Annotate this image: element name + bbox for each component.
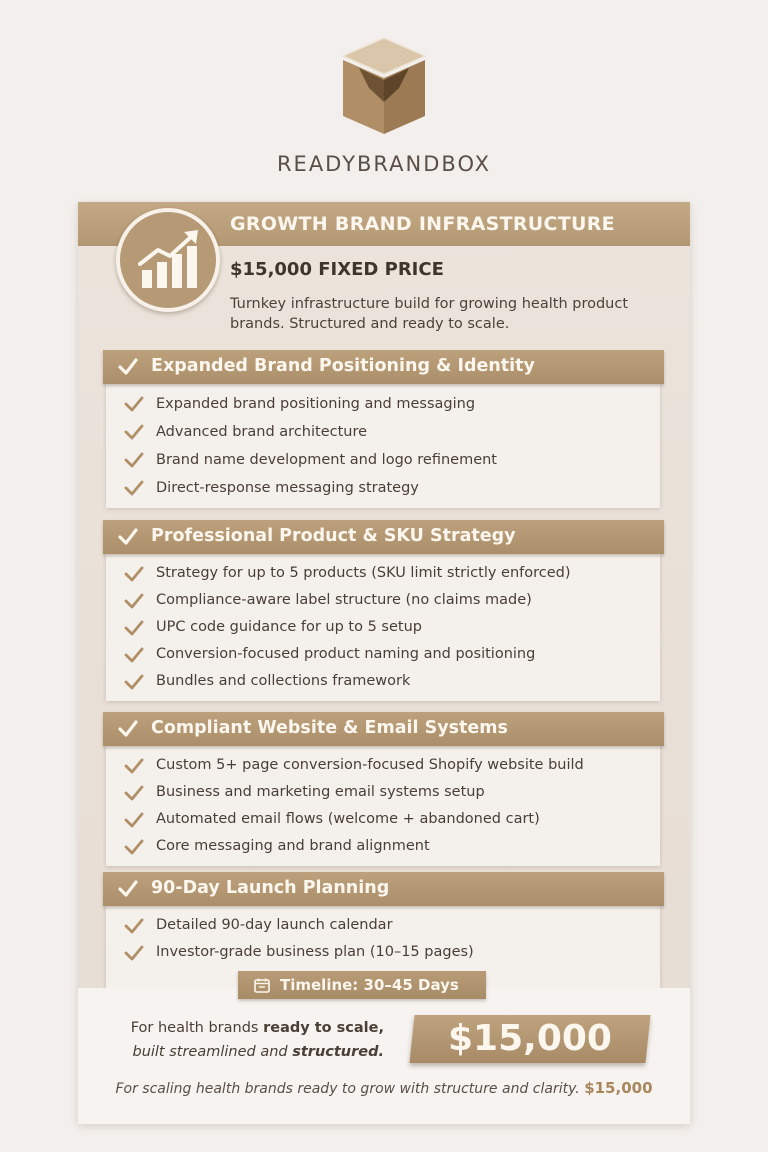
check-icon (124, 565, 144, 583)
section-title: Compliant Website & Email Systems (151, 718, 508, 738)
list-item (106, 806, 660, 833)
list-item-label: Brand name development and logo refinement (156, 452, 497, 468)
list-item (106, 390, 660, 418)
check-icon (124, 423, 144, 441)
growth-chart-icon (120, 212, 216, 308)
section-header (103, 520, 664, 554)
list-item-label: Investor-grade business plan (10–15 pages) (156, 944, 474, 960)
check-icon (124, 646, 144, 664)
list-item (106, 668, 660, 695)
price-value: $15,000 (448, 1018, 612, 1059)
section-title: Expanded Brand Positioning & Identity (151, 356, 535, 376)
list-item-label: Expanded brand positioning and messaging (156, 396, 476, 412)
list-item (106, 418, 660, 446)
closing-line-2-bold: structured. (292, 1044, 384, 1060)
closing-line-1-bold: ready to scale, (263, 1020, 384, 1036)
list-item-label: Advanced brand architecture (156, 424, 368, 440)
list-item-label: Detailed 90-day launch calendar (156, 917, 393, 933)
list-item (106, 614, 660, 641)
logo-block (0, 30, 768, 176)
list-item (106, 833, 660, 860)
check-icon (124, 673, 144, 691)
closing-line-2-text: built streamlined and (132, 1044, 293, 1060)
section-product-sku (106, 520, 660, 701)
brand-name: READYBRANDBOX (276, 152, 492, 176)
list-item (106, 939, 660, 966)
section-website-email (106, 712, 660, 866)
check-icon (124, 811, 144, 829)
list-item-label: Custom 5+ page conversion-focused Shopify website build (156, 757, 584, 773)
section-title: 90-Day Launch Planning (151, 878, 390, 898)
footnote-price: $15,000 (584, 1079, 653, 1097)
footnote (78, 1079, 690, 1097)
list-item-label: Bundles and collections framework (156, 673, 411, 689)
closing-line-1 (78, 1016, 384, 1040)
list-item-label: Business and marketing email systems setup (156, 784, 485, 800)
list-item (106, 560, 660, 587)
list-item-label: Automated email flows (welcome + abandoned cart) (156, 811, 540, 827)
check-icon (124, 395, 144, 413)
list-item (106, 912, 660, 939)
open-box-icon (329, 30, 439, 142)
check-icon (124, 757, 144, 775)
section-brand-positioning (106, 350, 660, 508)
timeline-label: Timeline: 30–45 Days (280, 976, 459, 994)
growth-badge (116, 208, 220, 312)
section-list (106, 746, 660, 866)
check-icon (124, 479, 144, 497)
list-item (106, 474, 660, 502)
list-item-label: Strategy for up to 5 products (SKU limit strictly enforced) (156, 565, 571, 581)
check-icon (124, 592, 144, 610)
timeline-badge (238, 971, 486, 999)
package-intro: Turnkey infrastructure build for growing health product brands. Structured and ready to scale. (230, 296, 629, 332)
check-icon (124, 838, 144, 856)
check-icon (124, 784, 144, 802)
footnote-text: For scaling health brands ready to grow with structure and clarity. (115, 1081, 580, 1097)
list-item (106, 779, 660, 806)
section-list (106, 554, 660, 701)
check-icon (124, 944, 144, 962)
section-header (103, 712, 664, 746)
section-header (103, 350, 664, 384)
list-item-label: Conversion-focused product naming and positioning (156, 646, 536, 662)
section-title: Professional Product & SKU Strategy (151, 526, 516, 546)
calendar-icon (254, 978, 270, 993)
check-icon (117, 878, 139, 900)
list-item-label: UPC code guidance for up to 5 setup (156, 619, 422, 635)
closing-line-1-text: For health brands (130, 1020, 264, 1036)
check-icon (117, 526, 139, 548)
price-banner (409, 1015, 650, 1063)
list-item-label: Core messaging and brand alignment (156, 838, 430, 854)
closing-panel (78, 988, 690, 1124)
list-item (106, 587, 660, 614)
list-item (106, 641, 660, 668)
list-item (106, 752, 660, 779)
package-title: GROWTH BRAND INFRASTRUCTURE (230, 213, 615, 235)
closing-line-2 (78, 1040, 384, 1064)
list-item (106, 446, 660, 474)
check-icon (117, 356, 139, 378)
list-item-label: Direct-response messaging strategy (156, 480, 419, 496)
check-icon (124, 917, 144, 935)
list-item-label: Compliance-aware label structure (no claims made) (156, 592, 532, 608)
check-icon (124, 451, 144, 469)
check-icon (124, 619, 144, 637)
section-list (106, 384, 660, 508)
fixed-price-label: $15,000 FIXED PRICE (230, 259, 444, 280)
section-header (103, 872, 664, 906)
check-icon (117, 718, 139, 740)
